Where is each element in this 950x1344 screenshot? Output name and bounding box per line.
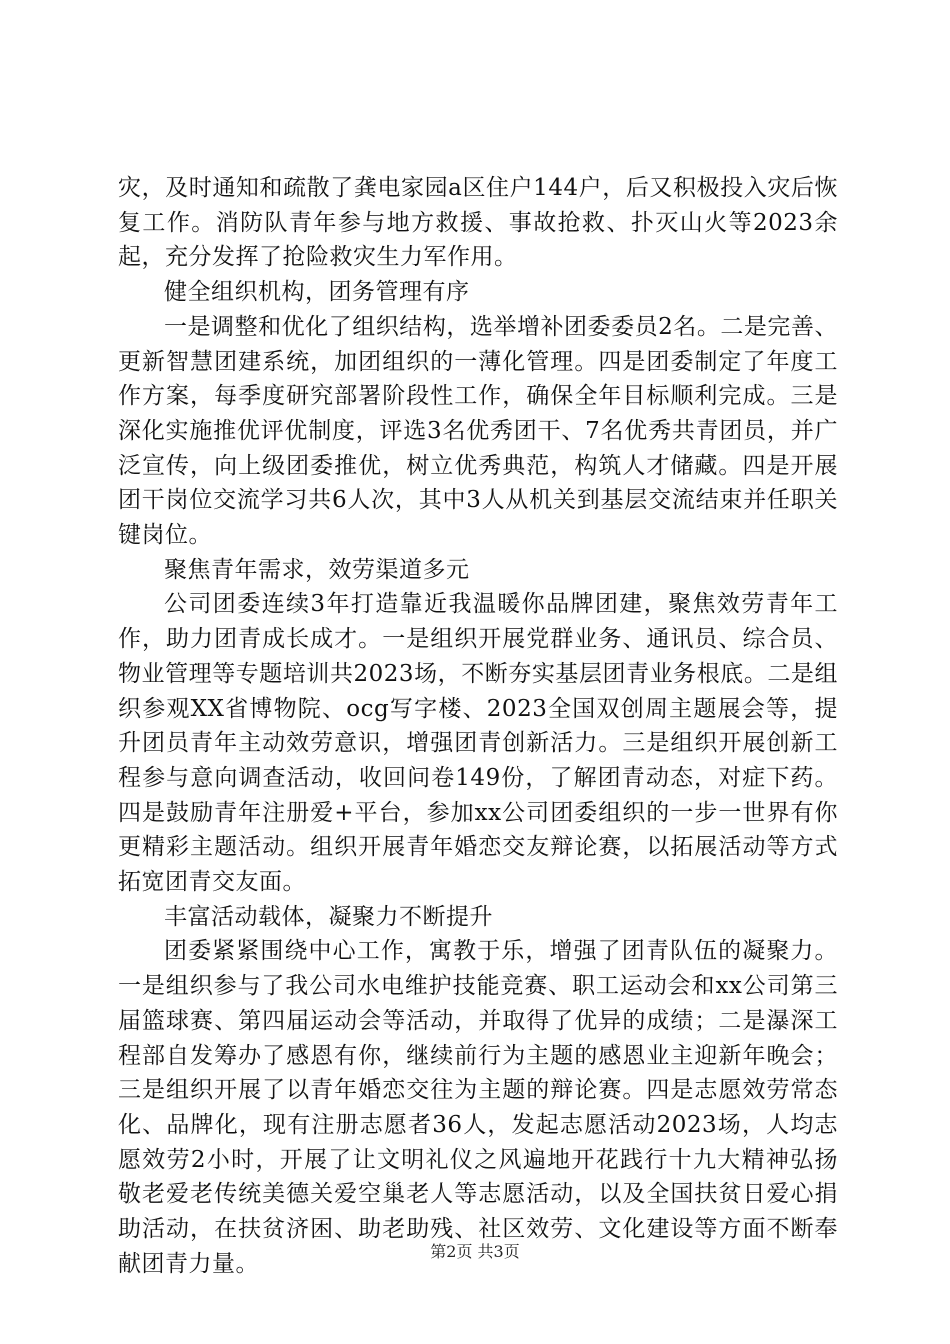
section-heading-youth-needs: 聚焦青年需求，效劳渠道多元 [164,556,470,583]
paragraph-youth-needs: 公司团委连续3年打造靠近我温暖你品牌团建，聚焦效劳青年工作，助力团青成长成才。一是组织开展党群业务、通讯员、综合员、物业管理等专题培训共2023场，不断夯实基层团青业务根底。二是组织参观XX省博物院、ocg写字楼、2023全国双创周主题展会等，提升团员青年主动效劳意识，增强团青创新活力。三是组织开展创新工程参与意向调查活动，收回问卷149份，了解团青动态，对症下药。四是鼓励青年注册爱+平台，参加xx公司团委组织的一步一世界有你更精彩主题活动。组织开展青年婚恋交友辩论赛，以拓展活动等方式拓宽团青交友面。 [118,591,838,896]
section-heading-organization: 健全组织机构，团务管理有序 [164,279,470,306]
document-body [118,171,838,1282]
paragraph-activities: 团委紧紧围绕中心工作，寓教于乐，增强了团青队伍的凝聚力。一是组织参与了我公司水电维护技能竞赛、职工运动会和xx公司第三届篮球赛、第四届运动会等活动，并取得了优异的成绩；二是瀑深工程部自发筹办了感恩有你，继续前行为主题的感恩业主迎新年晚会；三是组织开展了以青年婚恋交往为主题的辩论赛。四是志愿效劳常态化、品牌化，现有注册志愿者36人，发起志愿活动2023场，人均志愿效劳2小时，开展了让文明礼仪之风遍地开花践行十九大精神弘扬敬老爱老传统美德关爱空巢老人等志愿活动，以及全国扶贫日爱心捐助活动，在扶贫济困、助老助残、社区效劳、文化建设等方面不断奉献团青力量。 [118,938,838,1277]
paragraph-organization: 一是调整和优化了组织结构，选举增补团委委员2名。二是完善、更新智慧团建系统，加团组织的一薄化管理。四是团委制定了年度工作方案，每季度研究部署阶段性工作，确保全年目标顺利完成。三是深化实施推优评优制度，评选3名优秀团干、7名优秀共青团员，并广泛宣传，向上级团委推优，树立优秀典范，构筑人才储藏。四是开展团干岗位交流学习共6人次，其中3人从机关到基层交流结束并任职关键岗位。 [118,313,838,549]
page-number-footer: 第2页 共3页 [430,1242,520,1261]
paragraph-continuation: 灾，及时通知和疏散了龚电家园a区住户144户，后又积极投入灾后恢复工作。消防队青年参与地方救援、事故抢救、扑灭山火等2023余起，充分发挥了抢险救灾生力军作用。 [118,175,838,271]
section-heading-activities: 丰富活动载体，凝聚力不断提升 [164,903,493,930]
